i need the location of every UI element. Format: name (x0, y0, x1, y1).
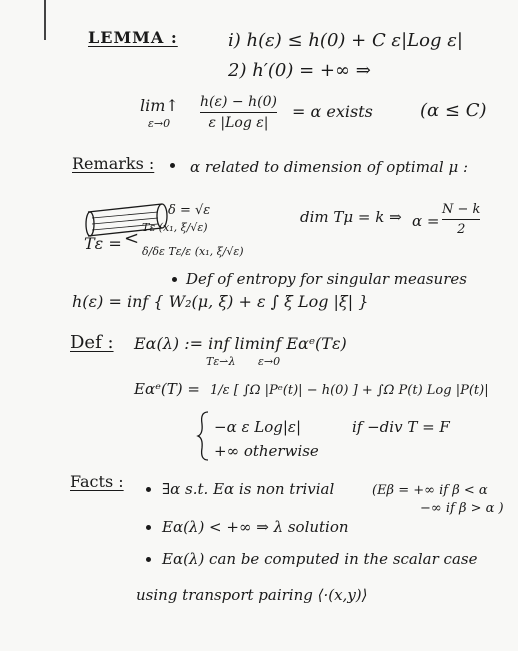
case-2: +∞ otherwise (214, 442, 319, 460)
fact-1-note-b: −∞ if β > α ) (420, 501, 504, 516)
bullet (146, 525, 151, 530)
alpha-numerator: N − k (442, 202, 481, 217)
lemma-fraction-denominator: ε |Log ε| (208, 115, 269, 131)
angle-brace: < (124, 228, 140, 249)
remarks-line-1: α related to dimension of optimal μ : (190, 158, 469, 176)
fact-3: Eα(λ) can be computed in the scalar case (162, 550, 478, 568)
lemma-fraction-numerator: h(ε) − h(0) (200, 94, 277, 110)
fact-2: Eα(λ) < +∞ ⇒ λ solution (162, 518, 349, 536)
alpha-lhs: α = (412, 212, 440, 230)
lemma-condition: (α ≤ C) (420, 100, 487, 121)
alpha-denominator: 2 (457, 222, 466, 237)
case-brace (196, 410, 210, 462)
T-definition-lhs: Tε = (84, 234, 122, 253)
fact-4: using transport pairing ⟨·(x,y)⟩ (136, 586, 368, 604)
lemma-fraction (200, 94, 277, 131)
lemma-heading: LEMMA : (88, 28, 178, 47)
case-1: −α ε Log|ε| (214, 418, 302, 436)
definition-heading: Def : (70, 332, 114, 353)
bullet (146, 557, 151, 562)
T-case-top: Tε (x₁, ξ/√ε) (142, 221, 208, 234)
lemma-item-2: 2) h′(0) = +∞ ⇒ (228, 60, 371, 81)
bullet (170, 163, 175, 168)
limit-suffix: = α exists (292, 102, 373, 121)
E-under-1: Tε⇀λ (206, 355, 236, 368)
limit-prefix: lim↑ (140, 96, 179, 115)
fact-1: ∃α s.t. Eα is non trivial (162, 480, 335, 498)
Eps-lhs: Eαᵉ(T) = (134, 380, 200, 398)
case-1-condition: if −div T = F (352, 418, 450, 436)
dim-formula: dim Tμ = k ⇒ (300, 208, 402, 226)
fraction-bar (442, 219, 480, 220)
bullet (146, 487, 151, 492)
margin-rule (44, 0, 46, 40)
lemma-item-1: i) h(ε) ≤ h(0) + C ε|Log ε| (228, 30, 463, 51)
bullet (172, 277, 177, 282)
fraction-bar (200, 112, 277, 113)
Eps-rhs: 1/ε [ ∫Ω |Pᵉ(t)| − h(0) ] + ∫Ω P(t) Log |P(t)| (210, 383, 489, 398)
h-definition: h(ε) = inf { W₂(μ, ξ) + ε ∫ ξ Log |ξ| } (72, 292, 369, 311)
delta-label: δ = √ε (168, 203, 211, 218)
E-under-2: ε→0 (258, 355, 281, 368)
limit-subscript: ε→0 (148, 117, 171, 130)
fact-1-note-a: (Eβ = +∞ if β < α (372, 483, 488, 498)
entropy-note: Def of entropy for singular measures (186, 270, 467, 288)
remarks-heading: Remarks : (72, 154, 155, 173)
E-definition: Eα(λ) := inf liminf Eαᵉ(Tε) (134, 334, 347, 353)
alpha-fraction (442, 202, 480, 237)
facts-heading: Facts : (70, 472, 124, 491)
T-case-bottom: δ/δε Tε/ε (x₁, ξ/√ε) (142, 245, 244, 258)
